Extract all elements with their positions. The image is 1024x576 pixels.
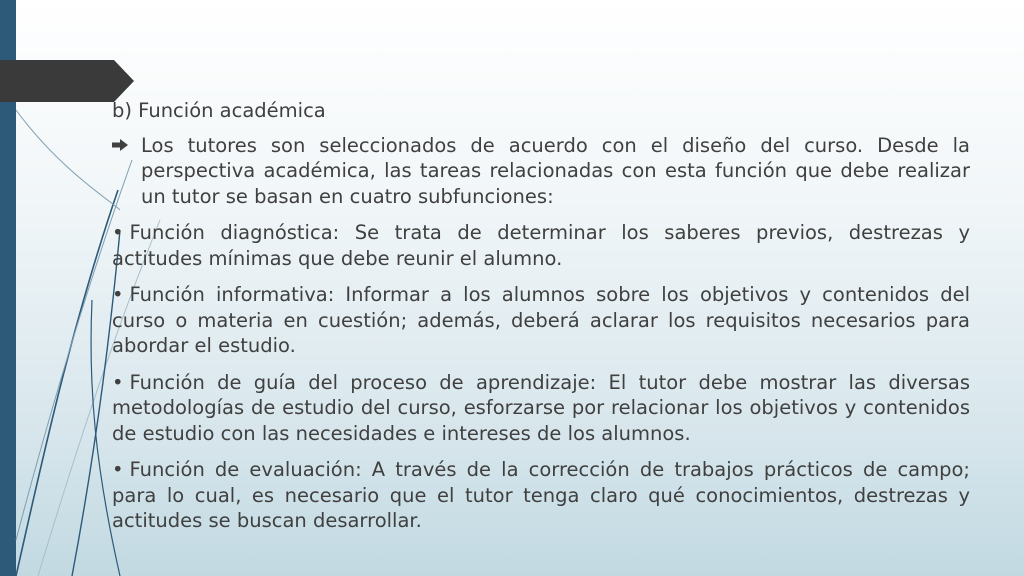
bullet-text: Los tutores son seleccionados de acuerdo con el diseño del curso. Desde la perspectiva académica, las tareas relacionadas con esta función que debe realizar un tutor se basan en cuatro subfunciones:: [141, 133, 970, 208]
bullet-dot: •: [112, 283, 124, 306]
title-tab: [0, 60, 134, 102]
slide-heading: b) Función académica: [112, 99, 326, 122]
bullet-dot: •: [112, 458, 124, 481]
list-item: [112, 282, 970, 359]
item-text: Función diagnóstica: Se trata de determinar los saberes previos, destrezas y actitudes mínimas que debe reunir el alumno.: [112, 221, 970, 270]
item-text: Función informativa: Informar a los alumnos sobre los objetivos y contenidos del curso o materia en cuestión; además, deberá aclarar los requisitos necesarios para abordar el estudio.: [112, 283, 970, 357]
list-item: [112, 457, 970, 534]
bullet-dot: •: [112, 221, 124, 244]
item-text: Función de evaluación: A través de la corrección de trabajos prácticos de campo; para lo cual, es necesario que el tutor tenga claro qué conocimientos, destrezas y actitudes se buscan desarrollar.: [112, 458, 970, 532]
arrow-right-icon: [112, 139, 128, 151]
slide-content: [112, 98, 970, 545]
list-item: [112, 220, 970, 271]
bullet-dot: •: [112, 370, 124, 394]
item-text: Función de guía del proceso de aprendizaje: El tutor debe mostrar las diversas metodologías de estudio del curso, esforzarse por relacionar los objetivos y contenidos de estudio con las necesidades e intereses de los alumnos.: [112, 370, 970, 445]
list-item: [112, 370, 970, 447]
bullet-item: [112, 133, 970, 210]
